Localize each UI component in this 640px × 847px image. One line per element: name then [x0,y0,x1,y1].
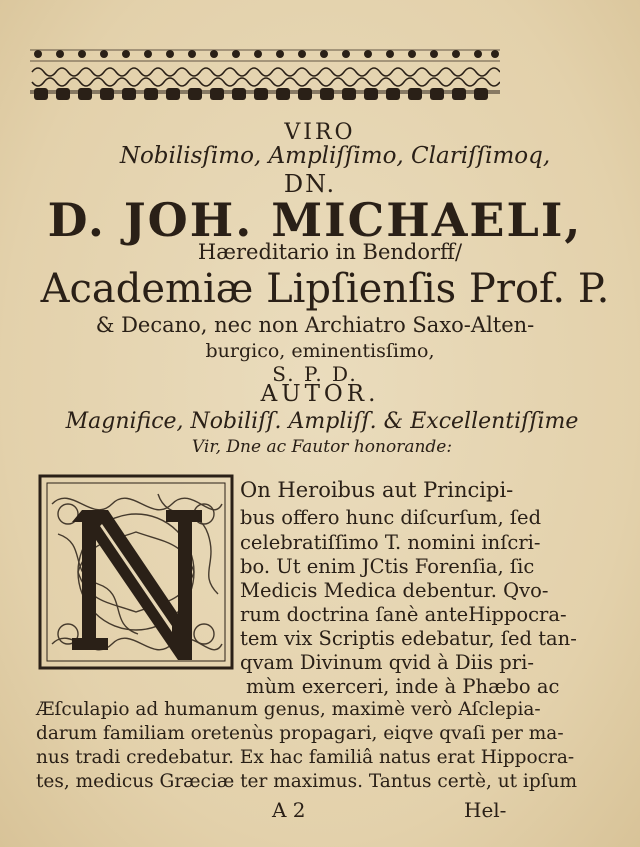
text-line: Æſculapio ad humanum genus, maximè verò Aſclepia- [36,699,541,720]
catchword: Hel- [464,798,507,822]
text-line: tem vix Scriptis edebatur, ſed tan- [240,627,577,650]
dedication-dn: DN. [283,170,337,198]
dedication-viro: VIRO [284,120,356,145]
text-line: darum familiam oretenùs propagari, eiqve qvaſi per ma- [36,723,564,744]
text-line: tes, medicus Græciæ ter maximus. Tantus certè, ut ipſum [36,771,577,792]
dedicatee-estate: Hæreditario in Bendorff/ [197,240,463,264]
signature-mark: A 2 [272,798,306,822]
text-line: rum doctrina ſanè anteHippocra- [240,603,567,626]
fleuron-ornament-band [30,44,500,102]
address-line: Magnifice, Nobiliſſ. Ampliſſ. & Excellentiſſime [65,409,579,434]
address-line-2: Vir, Dne ac Fautor honorande: [191,437,453,457]
author-label: AUTOR. [260,381,380,407]
text-line: bo. Ut enim JCtis Forenſia, ſic [240,555,535,578]
text-line: qvam Divinum qvid à Diis pri- [240,651,534,674]
salutation-spd: S. P. D. [272,362,358,386]
decorated-initial-n [38,474,234,670]
text-line: celebratiſſimo T. nomini inſcri- [240,531,541,554]
dedicatee-offices-cont: burgico, eminentisſimo, [205,340,435,362]
dedicatee-name: D. JOH. MICHAELI, [47,193,583,247]
text-line: On Heroibus aut Principi- [240,478,514,502]
text-line: nus tradi credebatur. Ex hac familiâ natus erat Hippocra- [36,747,575,768]
text-line: Medicis Medica debentur. Qvo- [240,579,549,602]
text-line: bus offero hunc diſcurſum, ſed [240,506,542,529]
dedicatee-academy: Academiæ Lipſienſis Prof. P. [40,266,610,312]
text-line: mùm exerceri, inde à Phæbo ac [246,675,560,698]
dedication-epithets: Nobilisſimo, Ampliſſimo, Clariſſimoq, [119,143,551,169]
dedicatee-offices: & Decano, nec non Archiatro Saxo-Alten- [95,313,535,337]
